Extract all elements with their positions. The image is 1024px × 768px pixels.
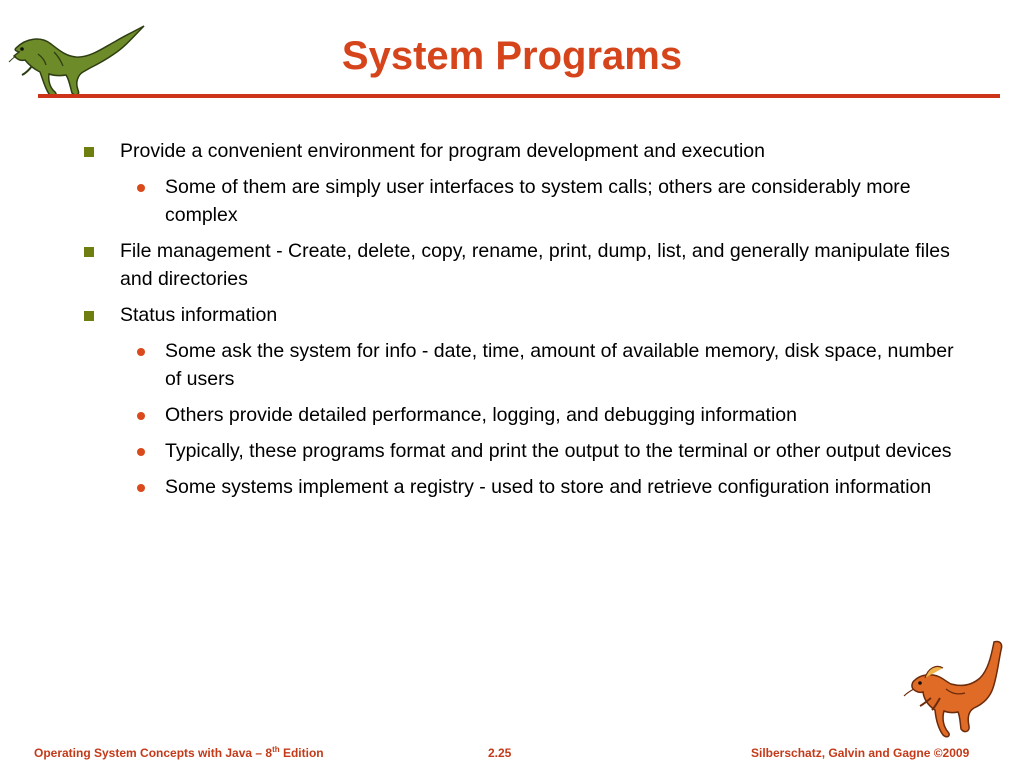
bullet-item [80,237,960,293]
round-bullet-icon [137,448,145,456]
bullet-text: Some of them are simply user interfaces to system calls; others are considerably more complex [165,176,911,226]
square-bullet-icon [84,147,94,157]
round-bullet-icon [137,412,145,420]
square-bullet-icon [84,311,94,321]
bullet-text: Status information [120,304,278,326]
bullet-text: Typically, these programs format and print the output to the terminal or other output devices [165,440,952,462]
square-bullet-icon [84,247,94,257]
bullet-text: Others provide detailed performance, logging, and debugging information [165,404,797,426]
bullet-text: File management - Create, delete, copy, rename, print, dump, list, and generally manipulate files and directories [120,240,950,290]
footer-book-title: Operating System Concepts with Java – 8th Edition [34,745,324,760]
bullet-text: Some ask the system for info - date, time, amount of available memory, disk space, number of users [165,340,954,390]
sub-bullet-item [80,337,960,393]
round-bullet-icon [137,184,145,192]
round-bullet-icon [137,484,145,492]
bullet-text: Provide a convenient environment for program development and execution [120,140,765,162]
sub-bullet-item [80,473,960,501]
slide-title: System Programs [341,34,683,78]
bullet-item [80,301,960,329]
sub-bullet-item [80,173,960,229]
bullet-text: Some systems implement a registry - used to store and retrieve configuration information [165,476,932,498]
title-divider [38,94,1000,98]
bullet-list [80,137,960,509]
sub-bullet-item [80,437,960,465]
orange-dinosaur-icon [902,638,1012,748]
sub-bullet-item [80,401,960,429]
round-bullet-icon [137,348,145,356]
slide-number: 2.25 [488,746,512,760]
bullet-item [80,137,960,165]
footer-authors: Silberschatz, Galvin and Gagne ©2009 [751,746,970,760]
